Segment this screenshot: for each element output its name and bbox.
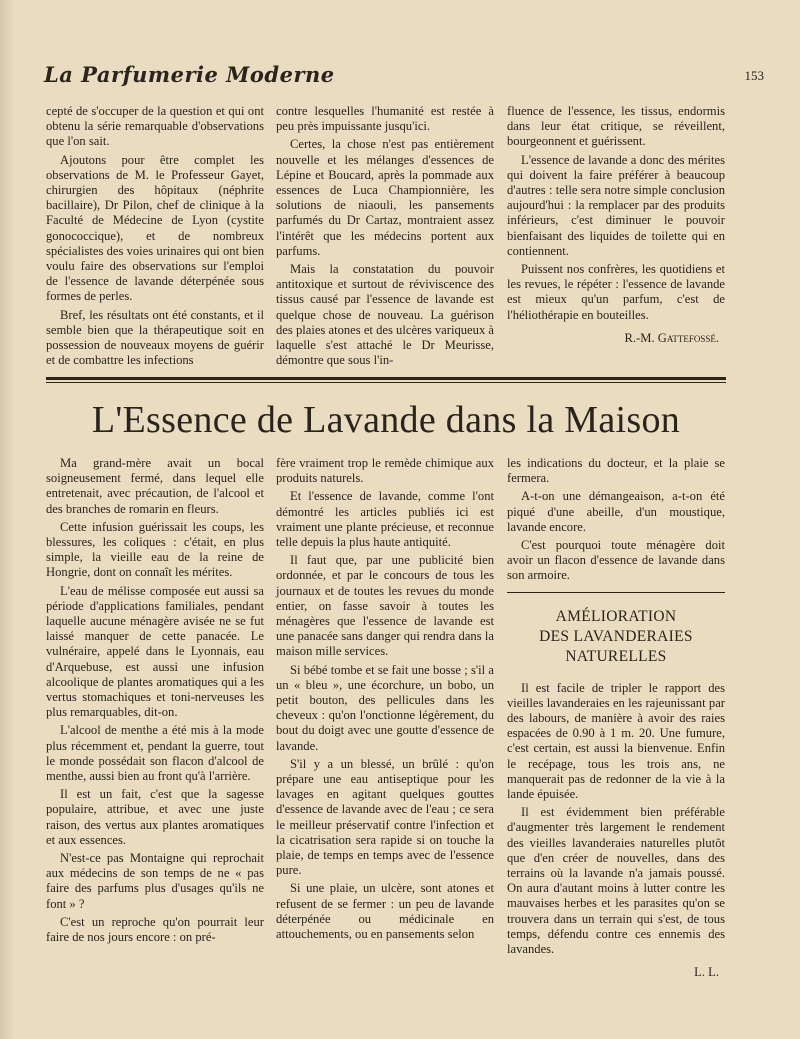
main-article-column-3	[507, 456, 725, 980]
paragraph: contre lesquelles l'humanité est restée à peu près impuissante jusqu'ici.	[276, 104, 494, 134]
paragraph: N'est-ce pas Montaigne qui reprochait aux médecins de son temps de ne « pas faire des parfums plus d'usages qu'ils ne font » ?	[46, 851, 264, 911]
paragraph: L'alcool de menthe a été mis à la mode plus récemment et, pendant la guerre, tout le monde possédait son flacon d'alcool de menthe, aussi bien au front qu'à l'arrière.	[46, 723, 264, 784]
paragraph: Ajoutons pour être complet les observations de M. le Professeur Gayet, chirurgien des hôpitaux (néphrite bacillaire), Dr Pilon, chef de clinique à la Faculté de Médecine de Lyon (cystite gonococcique), et de nombreux spécialistes des voies urinaires qui ont bien voulu faire des observations sur l'emploi de l'essence de lavande déterpénée sous formes de perles.	[46, 152, 264, 304]
journal-title: La Parfumerie Moderne	[44, 62, 335, 87]
paragraph: C'est un reproche qu'on pourrait leur faire de nos jours encore : on pré-	[46, 914, 264, 945]
sub-article-divider	[507, 592, 725, 593]
paragraph: Il est facile de tripler le rapport des vieilles lavanderaies en les rajeunissant par des labours, de manière à avoir des raies espacées de 0.90 à 1 m. 20. Une fumure, c'est certain, est aussi la bienvenue. Enfin le recépage, tous les trois ans, ne manquerait pas de redonner de la vie à la lande épuisée.	[507, 680, 725, 802]
paragraph: Si une plaie, un ulcère, sont atones et refusent de se fermer : un peu de lavande déterpénée ou médicinale en attouchements, ou en pansements selon	[276, 881, 494, 942]
sub-article-signature: L. L.	[694, 965, 719, 980]
paragraph: fluence de l'essence, les tissus, endormis dans leur état critique, se réveillent, bourgeonnent et guérissent.	[507, 104, 725, 149]
section-divider-thin	[46, 382, 726, 383]
paragraph: Ma grand-mère avait un bocal soigneusement fermé, dans lequel elle entretenait, avec précaution, de l'alcool et des branches de romarin en fleurs.	[46, 456, 264, 516]
top-article-column-3	[507, 104, 725, 346]
top-article-column-1	[46, 104, 264, 371]
paragraph: Mais la constatation du pouvoir antitoxique et surtout de réviviscence des tissus causé par l'essence de lavande est quelque chose de nouveau. La guérison des plaies atones et des ulcères variqueux à laquelle s'est attaché le Dr Meurisse, démontre que sous l'in-	[276, 262, 494, 368]
sub-title-line: AMÉLIORATION	[555, 607, 677, 625]
top-article-column-2	[276, 104, 494, 371]
paragraph: L'essence de lavande a donc des mérites qui doivent la faire préférer à beaucoup d'autres : telle sera notre simple conclusion aujourd'hui : la remplacer par des produits inférieurs, c'est diminuer le pouvoir bienfaisant des liquides de toilette qui en contiennent.	[507, 152, 725, 258]
paragraph: L'eau de mélisse composée eut aussi sa période d'applications familiales, pendant laquelle aucune ménagère avisée ne se fut laissé manquer de cette panacée. Le vulnéraire, appelé dans le Lyonnais, eau d'Arquebuse, est aussi une infusion alcoolique de plantes aromatiques qui a les vertus stomachiques et toni-nerveuses les plus remarquables, dit-on.	[46, 583, 264, 720]
paragraph: Il est un fait, c'est que la sagesse populaire, attribue, et avec une juste raison, des vertus aux plantes aromatiques et aux essences.	[46, 787, 264, 847]
main-article-column-2	[276, 456, 494, 945]
paragraph: Il faut que, par une publicité bien ordonnée, et par le concours de tous les journaux et de toutes les revues du monde entier, on fasse savoir à toutes les ménagères que l'essence de lavande est une panacée sans danger qui rendra dans la maison mille services.	[276, 553, 494, 659]
paragraph: S'il y a un blessé, un brûlé : qu'on prépare une eau antiseptique pour les lavages en agitant quelques gouttes d'essence de lavande avec de l'eau ; ce sera le meilleur préservatif contre l'infection et la cicatrisation sera rapide si on touche la plaie, de temps en temps avec de l'essence pure.	[276, 756, 494, 878]
page-number: 153	[744, 68, 764, 83]
paragraph: cepté de s'occuper de la question et qui ont obtenu la série remarquable d'observations que l'on sait.	[46, 104, 264, 149]
main-article-column-1	[46, 456, 264, 948]
paragraph: Il est évidemment bien préférable d'augmenter très largement le rendement des vieilles lavanderaies naturelles plutôt que d'en créer de nouvelles, dans des terrains où la lavande n'a jamais poussé. On aura d'autant moins à lutter contre les mauvaises herbes et les parasites qu'on se trouvera dans un terrain qui s'est, de tous temps, défendu contre ces ennemis des lavandes.	[507, 805, 725, 957]
paragraph: fère vraiment trop le remède chimique aux produits naturels.	[276, 456, 494, 486]
page-header	[44, 62, 764, 92]
sub-title-line: DES LAVANDERAIES	[539, 627, 693, 645]
article-title: L'Essence de Lavande dans la Maison	[91, 399, 681, 441]
paragraph: Certes, la chose n'est pas entièrement nouvelle et les mélanges d'essences de Lépine et Boucard, après la pommade aux essences de Luca Championnière, les solutions de niaouli, les pansements parfumés du Dr Cartaz, montraient assez l'intérêt que les médecins portent aux parfums.	[276, 137, 494, 258]
sub-title-line: NATURELLES	[565, 647, 667, 665]
paragraph: Puissent nos confrères, les quotidiens et les revues, le répéter : l'essence de lavande est mieux qu'un parfum, c'est de l'héliothérapie en bouteilles.	[507, 262, 725, 322]
paragraph: A-t-on une démangeaison, a-t-on été piqué d'une abeille, d'un moustique, lavande encore.	[507, 489, 725, 534]
page-fold-shadow	[0, 0, 14, 1039]
paragraph: Cette infusion guérissait les coups, les blessures, les coliques : c'était, en plus simple, la vieille eau de la reine de Hongrie, dont on connaît les mérites.	[46, 519, 264, 580]
paragraph: les indications du docteur, et la plaie se fermera.	[507, 456, 725, 486]
paragraph: Si bébé tombe et se fait une bosse ; s'il a un « bleu », une écorchure, un bobo, un petit bouton, des pellicules dans les cheveux : qu'on l'onctionne légèrement, du bout du doigt avec une goutte d'essence de lavande.	[276, 662, 494, 753]
section-divider-thick	[46, 377, 726, 380]
paragraph: Et l'essence de lavande, comme l'ont démontré les articles publiés ici est vraiment une plante précieuse, et reconnue telle depuis la plus haute antiquité.	[276, 489, 494, 550]
author-signature: R.-M. Gattefossé.	[624, 330, 719, 345]
paragraph: C'est pourquoi toute ménagère doit avoir un flacon d'essence de lavande dans son armoire.	[507, 538, 725, 583]
paragraph: Bref, les résultats ont été constants, et il semble bien que la thérapeutique soit en possession de nouveaux moyens de guérir et de combattre les infections	[46, 307, 264, 368]
sub-article-title	[507, 607, 725, 667]
